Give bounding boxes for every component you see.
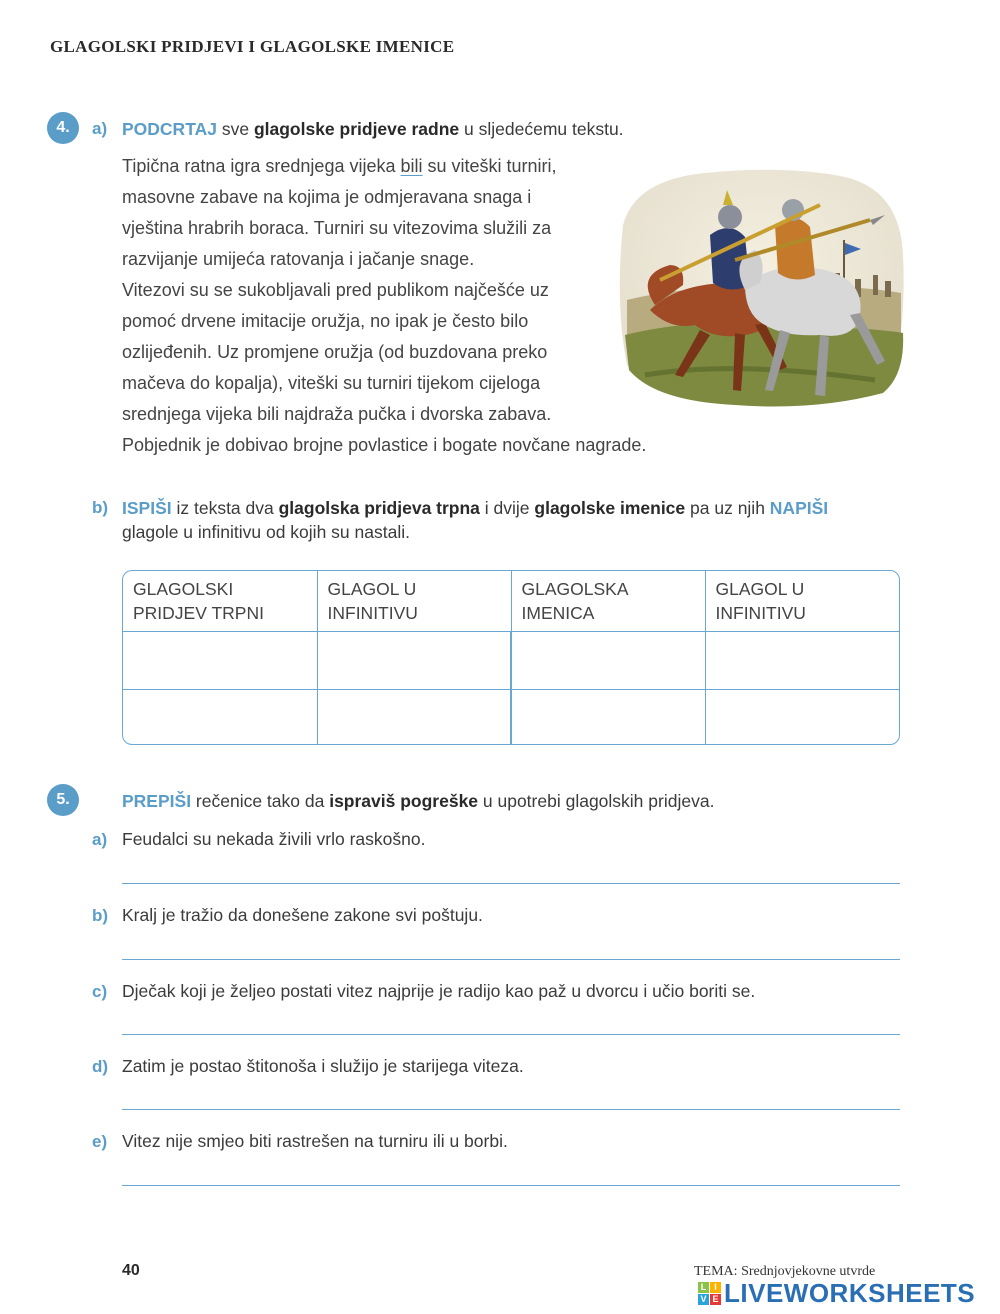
task5-c-letter: c) [92, 982, 108, 1001]
paragraph-line[interactable]: vještina hrabrih boraca. Turniri su vitezovima služili za [122, 218, 552, 238]
theme-label: TEMA: Srednjovjekovne utvrde [694, 1264, 876, 1279]
table-answer-cell[interactable] [317, 632, 511, 690]
answer-line [122, 1034, 900, 1035]
answer-table [122, 570, 900, 745]
table-answer-cell[interactable] [511, 632, 705, 690]
table-answer-cell[interactable] [511, 690, 705, 746]
task5-a-sentence: Feudalci su nekada živili vrlo raskošno. [122, 829, 426, 849]
task5-b-letter: b) [92, 906, 109, 925]
task5-b-sentence: Kralj je tražio da donešene zakone svi poštuju. [122, 905, 483, 925]
task4-a-letter: a) [92, 119, 108, 138]
table-answer-cell[interactable] [123, 690, 317, 746]
page-number: 40 [122, 1262, 140, 1279]
task-number-4: 4. [47, 112, 79, 144]
table-header-cell: GLAGOL U INFINITIVU [705, 571, 899, 632]
instruction-keyword: ISPIŠI [122, 498, 172, 518]
task5-d-sentence: Zatim je postao štitonoša i služijo je starijega viteza. [122, 1056, 524, 1076]
table-answer-cell[interactable] [317, 690, 511, 746]
answer-line [122, 883, 900, 884]
answer-line [122, 1185, 900, 1186]
task5-e-answer-input[interactable] [122, 1156, 908, 1184]
table-header-cell: GLAGOL U INFINITIVU [317, 571, 511, 632]
task4-b-instruction: ISPIŠI iz teksta dva glagolska pridjeva trpna i dvije glagolske imenice pa uz njih NAPIŠI [122, 498, 829, 518]
task5-a-letter: a) [92, 830, 108, 849]
instruction-keyword: NAPIŠI [769, 498, 829, 518]
task5-c-sentence: Dječak koji je željeo postati vitez najprije je radijo kao paž u dvorcu i učio boriti se. [122, 981, 756, 1001]
table-answer-cell[interactable] [705, 632, 899, 690]
paragraph-line: Tipična ratna igra srednjega vijeka bili su viteški turniri, [122, 156, 557, 176]
task5-d-letter: d) [92, 1057, 109, 1076]
paragraph-line[interactable]: Pobjednik je dobivao brojne povlastice i bogate novčane nagrade. [122, 435, 647, 455]
task5-d-answer-input[interactable] [122, 1080, 908, 1108]
paragraph-line[interactable]: Vitezovi su se sukobljavali pred publikom najčešće uz [122, 280, 549, 300]
table-header-cell: GLAGOLSKI PRIDJEV TRPNI [123, 571, 317, 632]
paragraph-line[interactable]: srednjega vijeka bili najdraža pučka i dvorska zabava. [122, 404, 552, 424]
task5-instruction: PREPIŠI rečenice tako da ispraviš pogreške u upotrebi glagolskih pridjeva. [122, 791, 715, 811]
page-title: GLAGOLSKI PRIDJEVI I GLAGOLSKE IMENICE [50, 37, 455, 56]
paragraph-line[interactable]: ozlijeđenih. Uz promjene oružja (od buzdovana preko [122, 342, 548, 362]
table-answer-cell[interactable] [705, 690, 899, 746]
task4-b-instruction-line2: glagole u infinitivu od kojih su nastali. [122, 522, 410, 542]
answer-line [122, 1109, 900, 1110]
task5-e-letter: e) [92, 1132, 108, 1151]
underlined-word[interactable]: bili [400, 156, 423, 176]
task5-a-answer-input[interactable] [122, 854, 908, 882]
paragraph-line[interactable]: razvijanje umijeća ratovanja i jačanje snage. [122, 249, 475, 269]
task4-a-instruction: PODCRTAJ sve glagolske pridjeve radne u sljedećemu tekstu. [122, 119, 624, 139]
task5-e-sentence: Vitez nije smjeo biti rastrešen na turniru ili u borbi. [122, 1131, 508, 1151]
answer-line [122, 959, 900, 960]
paragraph-line[interactable]: mačeva do kopalja), viteški su turniri tijekom cijeloga [122, 373, 541, 393]
task5-b-answer-input[interactable] [122, 930, 908, 958]
table-answer-cell[interactable] [123, 632, 317, 690]
table-header-cell: GLAGOLSKA IMENICA [511, 571, 705, 632]
knights-illustration [615, 165, 907, 410]
logo-squares-icon: L I V E [698, 1282, 721, 1305]
task-number-5: 5. [47, 784, 79, 816]
instruction-keyword: PREPIŠI [122, 791, 192, 811]
brand-name: LIVEWORKSHEETS [724, 1278, 976, 1308]
task5-c-answer-input[interactable] [122, 1005, 908, 1033]
paragraph-line[interactable]: masovne zabave na kojima je odmjeravana snaga i [122, 187, 532, 207]
liveworksheets-logo[interactable] [698, 1280, 975, 1306]
instruction-keyword: PODCRTAJ [122, 119, 217, 139]
task4-b-letter: b) [92, 498, 109, 517]
paragraph-line[interactable]: pomoć drvene imitacije oružja, no ipak je često bilo [122, 311, 529, 331]
